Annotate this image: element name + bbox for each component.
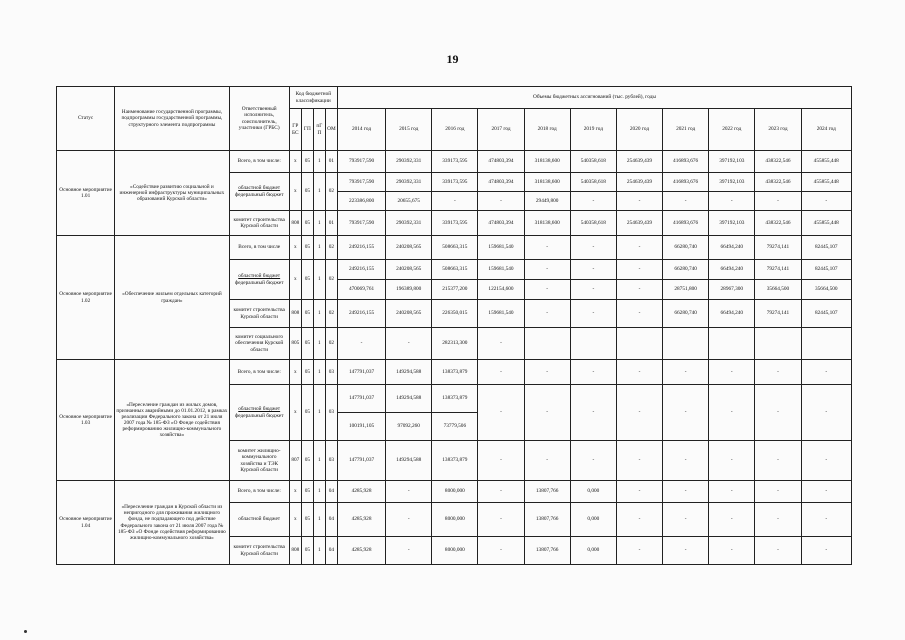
header-year: 2023 год (755, 109, 801, 151)
value-cell: 318138,600 (524, 151, 570, 173)
code-cell: 03 (325, 385, 337, 441)
code-cell: 1 (313, 211, 325, 236)
value-cell: 79274,141 (755, 236, 801, 260)
code-cell: х (289, 236, 301, 260)
value-cell: - (570, 236, 616, 260)
executor-cell: областной бюджет (229, 503, 289, 537)
header-year: 2016 год (432, 109, 478, 151)
value-cell: 66280,740 (663, 236, 709, 260)
value-cell: - (801, 503, 851, 537)
value-cell: - (709, 441, 755, 481)
value-cell: 416893,676 (663, 211, 709, 236)
name-cell: «Содействие развитию социальной и инженерной инфраструктуры муниципальных образований Курской области» (115, 151, 229, 236)
code-cell: 03 (325, 441, 337, 481)
table-row (57, 151, 852, 173)
value-cell: - (755, 537, 801, 565)
executor-label: областной бюджет (238, 273, 281, 280)
code-cell: 02 (325, 173, 337, 211)
executor-cell: Всего, в том числе: (229, 360, 289, 385)
value-cell: 254639,439 (616, 211, 662, 236)
value-cell: 66494,240 (709, 300, 755, 328)
value-cell: 249216,155 (337, 236, 385, 260)
header-code-pgp: пГП (313, 109, 325, 151)
value-cell: 20655,675 (386, 192, 432, 211)
value-cell: 540358,618 (570, 151, 616, 173)
code-cell: 05 (301, 211, 313, 236)
value-cell: 470069,761 (337, 280, 385, 300)
value-cell: 159681,540 (478, 236, 524, 260)
value-cell: 122154,600 (478, 280, 524, 300)
value-cell: - (616, 503, 662, 537)
value-cell: - (386, 503, 432, 537)
value-cell: - (524, 280, 570, 300)
header-status: Статус (57, 87, 115, 151)
value-cell: - (337, 328, 385, 360)
value-cell: 13807,766 (524, 481, 570, 503)
header-year: 2022 год (709, 109, 755, 151)
header-executor: Ответственный исполнитель, соисполнитель, участники (ГРБС) (229, 87, 289, 151)
code-cell: 1 (313, 236, 325, 260)
value-cell: 540358,618 (570, 173, 616, 192)
value-cell: 82445,107 (801, 236, 851, 260)
header-code-om: ОМ (325, 109, 337, 151)
executor-cell (229, 260, 289, 300)
value-cell: - (570, 385, 616, 441)
value-cell: 254639,439 (616, 173, 662, 192)
value-cell: 240208,565 (386, 300, 432, 328)
value-cell: 149294,588 (386, 360, 432, 385)
status-cell: Основное мероприятие 1.04 (57, 481, 115, 565)
value-cell: - (616, 481, 662, 503)
value-cell: 282313,300 (432, 328, 478, 360)
value-cell: - (570, 300, 616, 328)
value-cell: 0,000 (570, 503, 616, 537)
header-code-gp: ГП (301, 109, 313, 151)
value-cell: 100191,105 (337, 413, 385, 441)
value-cell: 290392,331 (386, 211, 432, 236)
value-cell: 196389,800 (386, 280, 432, 300)
value-cell: - (755, 192, 801, 211)
value-cell: 8000,000 (432, 481, 478, 503)
value-cell: - (616, 385, 662, 441)
value-cell: - (432, 192, 478, 211)
value-cell: 455855,448 (801, 211, 851, 236)
code-cell: 1 (313, 481, 325, 503)
value-cell: - (478, 503, 524, 537)
value-cell: 416893,676 (663, 173, 709, 192)
code-cell: 05 (301, 385, 313, 441)
code-cell: х (289, 481, 301, 503)
code-cell: 05 (301, 173, 313, 211)
code-cell: 05 (301, 236, 313, 260)
value-cell: 455855,448 (801, 151, 851, 173)
code-cell: 02 (325, 300, 337, 328)
executor-label: областной бюджет (238, 185, 281, 192)
code-cell: 02 (325, 328, 337, 360)
value-cell: 240208,565 (386, 260, 432, 280)
value-cell (570, 328, 616, 360)
value-cell: 159681,540 (478, 300, 524, 328)
value-cell: 28967,300 (709, 280, 755, 300)
value-cell: - (616, 300, 662, 328)
value-cell: - (524, 260, 570, 280)
code-cell: 808 (289, 300, 301, 328)
executor-cell: Всего, в том числе: (229, 481, 289, 503)
status-cell: Основное мероприятие 1.02 (57, 236, 115, 360)
value-cell: 226350,015 (432, 300, 478, 328)
value-cell: 240208,565 (386, 236, 432, 260)
header-year: 2019 год (570, 109, 616, 151)
value-cell: 4285,928 (337, 481, 385, 503)
executor-label: федеральный бюджет (234, 279, 284, 286)
executor-cell: комитет социального обеспечения Курской области (229, 328, 289, 360)
executor-cell: комитет жилищно-коммунального хозяйства и ТЭК Курской области (229, 441, 289, 481)
value-cell: 438322,546 (755, 211, 801, 236)
code-cell: 05 (301, 328, 313, 360)
value-cell: 13807,766 (524, 537, 570, 565)
code-cell: 808 (289, 211, 301, 236)
value-cell: - (386, 328, 432, 360)
value-cell: - (570, 260, 616, 280)
value-cell: 66280,740 (663, 260, 709, 280)
value-cell: - (616, 280, 662, 300)
code-cell: 807 (289, 441, 301, 481)
value-cell: - (663, 537, 709, 565)
code-cell: 05 (301, 151, 313, 173)
value-cell: - (709, 481, 755, 503)
value-cell: 138373,879 (432, 385, 478, 413)
value-cell: - (801, 360, 851, 385)
value-cell: 339173,595 (432, 211, 478, 236)
value-cell (663, 328, 709, 360)
code-cell: 01 (325, 211, 337, 236)
value-cell: - (478, 328, 524, 360)
header-year: 2024 год (801, 109, 851, 151)
code-cell: 1 (313, 260, 325, 300)
value-cell: - (801, 537, 851, 565)
value-cell: - (801, 385, 851, 441)
budget-table (56, 86, 852, 565)
executor-cell (229, 385, 289, 441)
value-cell: 438322,546 (755, 173, 801, 192)
value-cell: - (663, 192, 709, 211)
value-cell: 138373,879 (432, 360, 478, 385)
value-cell: 79274,141 (755, 260, 801, 280)
code-cell: 1 (313, 151, 325, 173)
value-cell: - (755, 503, 801, 537)
value-cell: 149294,588 (386, 385, 432, 413)
value-cell: 147791,037 (337, 385, 385, 413)
value-cell: 4285,928 (337, 537, 385, 565)
value-cell: - (524, 441, 570, 481)
value-cell: - (709, 385, 755, 441)
value-cell: 318138,600 (524, 173, 570, 192)
value-cell: 4285,928 (337, 503, 385, 537)
value-cell: 29449,800 (524, 192, 570, 211)
value-cell: - (709, 503, 755, 537)
header-budget-code: Код бюджетной классификации (289, 87, 337, 109)
value-cell: 793917,590 (337, 211, 385, 236)
value-cell: 474803,394 (478, 173, 524, 192)
value-cell (801, 328, 851, 360)
value-cell: - (616, 441, 662, 481)
executor-label: федеральный бюджет (234, 412, 284, 419)
code-cell: 05 (301, 481, 313, 503)
value-cell: - (801, 441, 851, 481)
value-cell: 397192,103 (709, 211, 755, 236)
status-cell: Основное мероприятие 1.03 (57, 360, 115, 481)
code-cell: х (289, 503, 301, 537)
value-cell: - (570, 280, 616, 300)
value-cell (755, 328, 801, 360)
value-cell (616, 328, 662, 360)
value-cell: 249216,155 (337, 300, 385, 328)
value-cell: - (478, 481, 524, 503)
value-cell: 474803,394 (478, 151, 524, 173)
value-cell: - (386, 537, 432, 565)
code-cell: 05 (301, 503, 313, 537)
value-cell: 13807,766 (524, 503, 570, 537)
code-cell: 805 (289, 328, 301, 360)
value-cell: 339173,595 (432, 173, 478, 192)
value-cell: - (524, 360, 570, 385)
value-cell: 215377,200 (432, 280, 478, 300)
header-name: Наименование государственной программы, подпрограммы государственной программы, структурного элемента подпрограммы (115, 87, 229, 151)
code-cell: 1 (313, 503, 325, 537)
value-cell: 66494,240 (709, 236, 755, 260)
name-cell: «Переселение граждан из жилых домов, признанных аварийными до 01.01.2012, в рамках реализации Федерального закона от 21 июля 2007 года № 185-ФЗ «О Фонде содействия реформированию жилищно-коммунального хозяйства» (115, 360, 229, 481)
value-cell: 35664,500 (801, 280, 851, 300)
value-cell: 159681,540 (478, 260, 524, 280)
value-cell: - (801, 192, 851, 211)
value-cell: 290392,331 (386, 173, 432, 192)
value-cell: 254639,439 (616, 151, 662, 173)
name-cell: «Переселение граждан в Курской области из непригодного для проживания жилищного фонда, не подпадающего под действие Федерального закона от 21 июля 2007 года № 185-ФЗ «О Фонде содействия реформированию жилищно-коммунального хозяйства» (115, 481, 229, 565)
executor-label: федеральный бюджет (234, 191, 284, 198)
value-cell (709, 328, 755, 360)
value-cell: - (524, 385, 570, 441)
header-volumes: Объемы бюджетных ассигнований (тыс. рублей), годы (337, 87, 851, 109)
value-cell: - (709, 192, 755, 211)
value-cell: - (755, 481, 801, 503)
value-cell: - (478, 192, 524, 211)
value-cell: - (801, 481, 851, 503)
header-year: 2015 год (386, 109, 432, 151)
value-cell: - (663, 360, 709, 385)
code-cell: 05 (301, 441, 313, 481)
value-cell: 290392,331 (386, 151, 432, 173)
scan-dot (24, 630, 27, 633)
value-cell: - (570, 360, 616, 385)
code-cell: 1 (313, 360, 325, 385)
header-year: 2020 год (616, 109, 662, 151)
value-cell: 416893,676 (663, 151, 709, 173)
code-cell: 05 (301, 300, 313, 328)
code-cell: 1 (313, 441, 325, 481)
value-cell: 793917,590 (337, 173, 385, 192)
value-cell: - (386, 481, 432, 503)
code-cell: 05 (301, 360, 313, 385)
code-cell: х (289, 360, 301, 385)
value-cell: 82445,107 (801, 300, 851, 328)
value-cell: 339173,595 (432, 151, 478, 173)
executor-cell: комитет строительства Курской области (229, 300, 289, 328)
value-cell: 79274,141 (755, 300, 801, 328)
value-cell: - (663, 503, 709, 537)
code-cell: 05 (301, 537, 313, 565)
header-code-grbs: ГРБС (289, 109, 301, 151)
value-cell: - (616, 537, 662, 565)
value-cell: 249216,155 (337, 260, 385, 280)
executor-label: областной бюджет (238, 406, 281, 413)
value-cell: - (524, 300, 570, 328)
header-year: 2018 год (524, 109, 570, 151)
code-cell: 1 (313, 173, 325, 211)
value-cell: 223386,800 (337, 192, 385, 211)
value-cell: 397192,103 (709, 151, 755, 173)
value-cell: 0,000 (570, 481, 616, 503)
executor-cell (229, 173, 289, 211)
code-cell: 05 (301, 260, 313, 300)
value-cell: - (755, 385, 801, 441)
header-year: 2021 год (663, 109, 709, 151)
page-number: 19 (446, 52, 459, 66)
code-cell: 02 (325, 236, 337, 260)
value-cell: - (478, 360, 524, 385)
value-cell: - (755, 360, 801, 385)
value-cell: - (616, 260, 662, 280)
value-cell: 97092,260 (386, 413, 432, 441)
value-cell: 73779,506 (432, 413, 478, 441)
value-cell: - (616, 192, 662, 211)
code-cell: 01 (325, 151, 337, 173)
code-cell: 04 (325, 503, 337, 537)
value-cell: - (478, 441, 524, 481)
value-cell: - (663, 441, 709, 481)
code-cell: 1 (313, 300, 325, 328)
code-cell: 04 (325, 481, 337, 503)
value-cell: 8000,000 (432, 503, 478, 537)
table-row (57, 481, 852, 503)
header-year: 2014 год (337, 109, 385, 151)
executor-cell: Всего, в том числе (229, 236, 289, 260)
value-cell: 147791,037 (337, 441, 385, 481)
value-cell: - (570, 192, 616, 211)
value-cell: - (478, 385, 524, 441)
code-cell: 808 (289, 537, 301, 565)
value-cell: - (709, 537, 755, 565)
value-cell: 397192,103 (709, 173, 755, 192)
value-cell: - (709, 360, 755, 385)
value-cell: - (616, 236, 662, 260)
value-cell: 35664,500 (755, 280, 801, 300)
code-cell: х (289, 260, 301, 300)
table-row (57, 236, 852, 260)
code-cell: 03 (325, 360, 337, 385)
value-cell: 149294,588 (386, 441, 432, 481)
value-cell: 28751,800 (663, 280, 709, 300)
table-row (57, 360, 852, 385)
code-cell: 1 (313, 385, 325, 441)
value-cell: 82445,107 (801, 260, 851, 280)
code-cell: 02 (325, 260, 337, 300)
value-cell: 8000,000 (432, 537, 478, 565)
executor-cell: Всего, в том числе: (229, 151, 289, 173)
value-cell: 0,000 (570, 537, 616, 565)
executor-cell: комитет строительства Курской области (229, 211, 289, 236)
name-cell: «Обеспечение жильем отдельных категорий граждан» (115, 236, 229, 360)
value-cell: - (524, 236, 570, 260)
value-cell: 508663,315 (432, 236, 478, 260)
value-cell: 474803,394 (478, 211, 524, 236)
value-cell: - (663, 385, 709, 441)
header-year: 2017 год (478, 109, 524, 151)
code-cell: 1 (313, 328, 325, 360)
status-cell: Основное мероприятие 1.01 (57, 151, 115, 236)
value-cell: - (478, 537, 524, 565)
value-cell: - (616, 360, 662, 385)
value-cell: 66494,240 (709, 260, 755, 280)
value-cell: 793917,590 (337, 151, 385, 173)
value-cell: 438322,546 (755, 151, 801, 173)
value-cell: 540358,618 (570, 211, 616, 236)
executor-cell: комитет строительства Курской области (229, 537, 289, 565)
code-cell: х (289, 173, 301, 211)
value-cell: 455855,448 (801, 173, 851, 192)
code-cell: 04 (325, 537, 337, 565)
value-cell: 318138,600 (524, 211, 570, 236)
value-cell: - (755, 441, 801, 481)
value-cell: 66280,740 (663, 300, 709, 328)
value-cell: 147791,037 (337, 360, 385, 385)
code-cell: 1 (313, 537, 325, 565)
code-cell: х (289, 151, 301, 173)
value-cell: 508663,315 (432, 260, 478, 280)
value-cell: - (570, 441, 616, 481)
value-cell: 138373,879 (432, 441, 478, 481)
value-cell (524, 328, 570, 360)
value-cell: - (663, 481, 709, 503)
code-cell: х (289, 385, 301, 441)
